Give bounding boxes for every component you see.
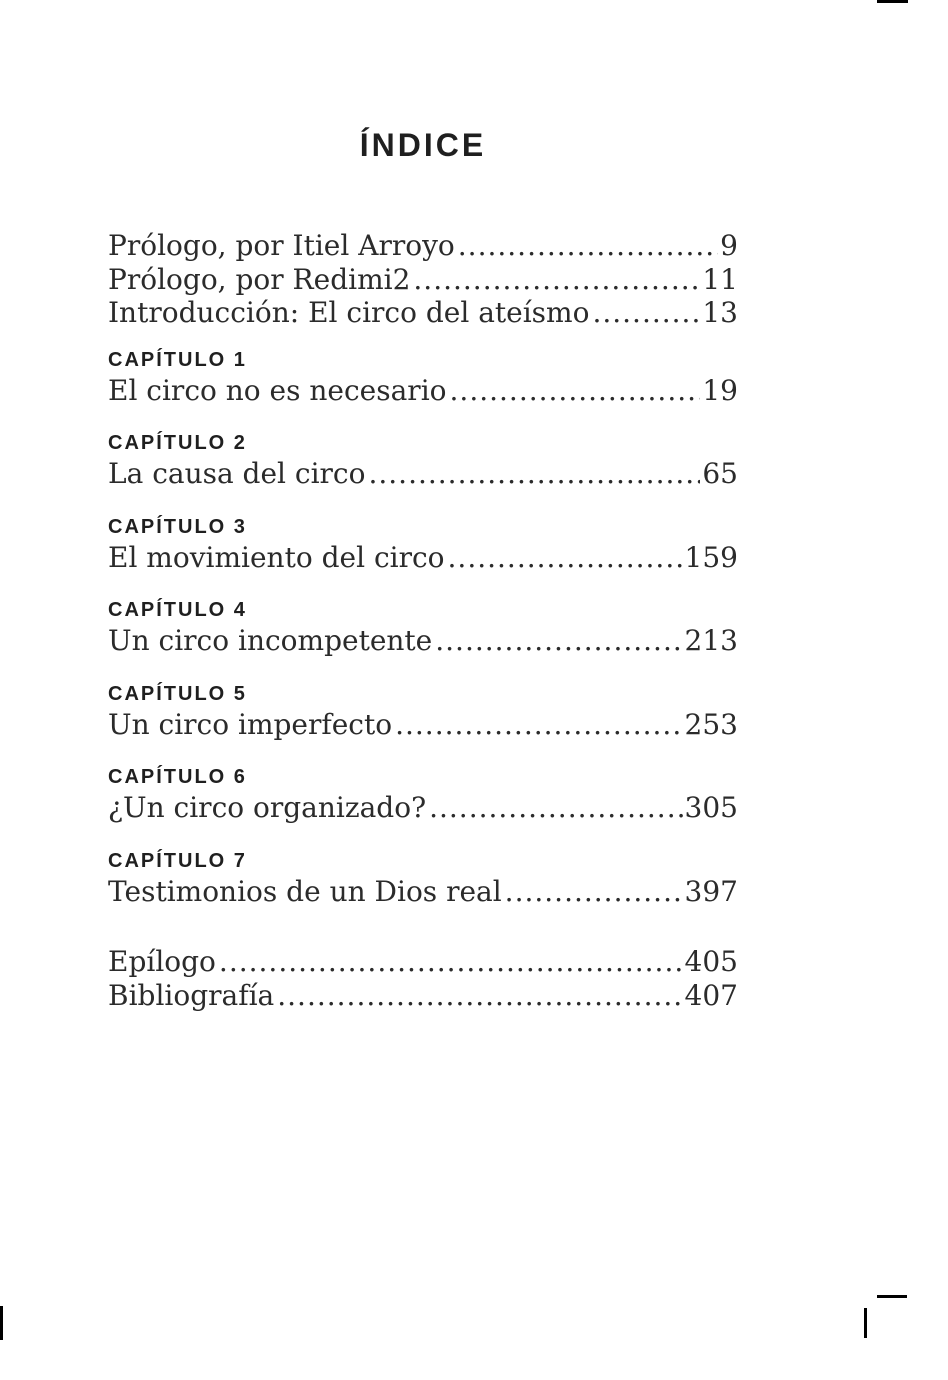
toc-leader-dots bbox=[448, 541, 683, 575]
toc-row bbox=[108, 457, 738, 491]
chapter-heading: CAPÍTULO 3 bbox=[108, 515, 247, 538]
chapter-heading: CAPÍTULO 4 bbox=[108, 599, 247, 621]
toc-row-page-number: 405 bbox=[684, 945, 738, 978]
toc-front-matter bbox=[108, 229, 738, 330]
chapter-heading: CAPÍTULO 2 bbox=[108, 432, 247, 454]
toc-row bbox=[108, 296, 738, 330]
toc-chapter-block bbox=[108, 763, 738, 825]
toc-row-page-number: 159 bbox=[684, 540, 738, 574]
toc-chapter-block bbox=[108, 596, 738, 658]
toc-chapter-block bbox=[108, 346, 738, 408]
toc-row bbox=[108, 875, 738, 909]
toc-row bbox=[108, 263, 738, 297]
toc-chapter-block bbox=[108, 513, 738, 575]
toc-row-label: Bibliografía bbox=[108, 978, 275, 1012]
toc-content bbox=[108, 0, 738, 1012]
toc-row bbox=[108, 541, 738, 575]
toc-row-page-number: 13 bbox=[702, 296, 738, 329]
toc-chapters bbox=[108, 346, 738, 909]
toc-row-label: Un circo incompetente bbox=[108, 624, 433, 657]
toc-row bbox=[108, 624, 738, 658]
toc-row bbox=[108, 979, 738, 1013]
toc-row-page-number: 253 bbox=[684, 707, 738, 741]
toc-row-label: El movimiento del circo bbox=[108, 540, 445, 574]
chapter-heading: CAPÍTULO 5 bbox=[108, 682, 247, 705]
crop-mark-bottom-right-vertical bbox=[864, 1308, 867, 1338]
chapter-heading: CAPÍTULO 6 bbox=[108, 766, 247, 788]
toc-leader-dots bbox=[458, 229, 718, 263]
toc-row-label: Testimonios de un Dios real bbox=[108, 874, 502, 908]
toc-row-page-number: 213 bbox=[684, 624, 738, 657]
toc-chapter-block bbox=[108, 680, 738, 742]
toc-row-page-number: 9 bbox=[720, 229, 738, 262]
toc-row-page-number: 11 bbox=[702, 262, 738, 296]
toc-leader-dots bbox=[368, 457, 700, 491]
page-title: ÍNDICE bbox=[359, 127, 487, 163]
toc-row-label: Introducción: El circo del ateísmo bbox=[108, 296, 590, 329]
toc-leader-dots bbox=[395, 708, 682, 742]
toc-leader-dots bbox=[592, 296, 700, 330]
toc-row-label: Un circo imperfecto bbox=[108, 707, 393, 741]
toc-leader-dots bbox=[219, 945, 683, 979]
toc-row bbox=[108, 374, 738, 408]
toc-row bbox=[108, 791, 738, 825]
toc-chapter-block bbox=[108, 429, 738, 491]
crop-mark-bottom-right-horizontal bbox=[877, 1295, 907, 1298]
crop-mark-bottom-left bbox=[0, 1306, 3, 1340]
chapter-heading: CAPÍTULO 1 bbox=[108, 348, 247, 371]
toc-row bbox=[108, 229, 738, 263]
toc-row bbox=[108, 945, 738, 979]
toc-row-page-number: 305 bbox=[684, 791, 738, 824]
toc-row-label: Prólogo, por Itiel Arroyo bbox=[108, 229, 455, 262]
toc-row-page-number: 19 bbox=[702, 373, 738, 407]
toc-back-matter bbox=[108, 945, 738, 1012]
toc-row-label: El circo no es necesario bbox=[108, 373, 447, 407]
toc-row-label: ¿Un circo organizado? bbox=[108, 791, 427, 824]
toc-row-page-number: 407 bbox=[684, 978, 738, 1012]
toc-row-label: Epílogo bbox=[108, 945, 216, 978]
toc-leader-dots bbox=[413, 263, 700, 297]
toc-leader-dots bbox=[277, 979, 682, 1013]
toc-chapter-block bbox=[108, 847, 738, 909]
chapter-heading: CAPÍTULO 7 bbox=[108, 849, 247, 872]
toc-row-page-number: 65 bbox=[702, 457, 738, 490]
toc-leader-dots bbox=[435, 624, 682, 658]
crop-mark-top bbox=[877, 0, 908, 3]
toc-row-page-number: 397 bbox=[684, 874, 738, 908]
toc-leader-dots bbox=[505, 875, 683, 909]
toc-leader-dots bbox=[429, 791, 682, 825]
toc-leader-dots bbox=[450, 374, 701, 408]
toc-row-label: Prólogo, por Redimi2 bbox=[108, 262, 411, 296]
toc-row-label: La causa del circo bbox=[108, 457, 366, 490]
toc-row bbox=[108, 708, 738, 742]
